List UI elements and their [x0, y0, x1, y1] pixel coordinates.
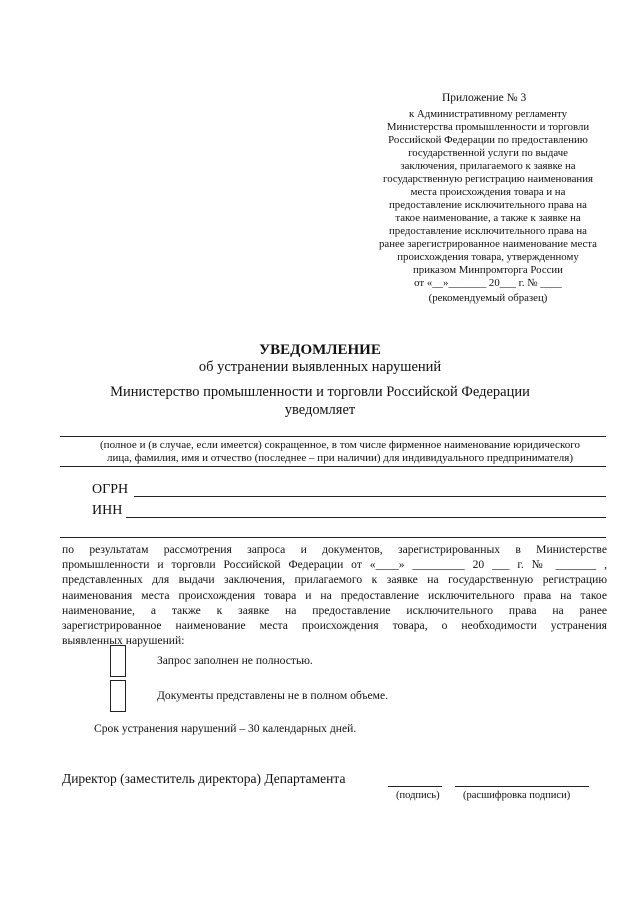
appendix-line: государственную регистрацию наименования	[383, 173, 593, 185]
signature-field[interactable]	[388, 786, 442, 787]
section-divider	[60, 537, 606, 538]
appendix-line: ранее зарегистрированное наименование места	[379, 238, 597, 250]
appendix-line: приказом Минпромторга России	[413, 264, 563, 276]
paragraph-line: наименования места происхождения товара и на предоставление исключительного права на такое	[62, 588, 607, 602]
caption-divider	[60, 466, 606, 467]
checkbox-request-incomplete[interactable]	[110, 645, 126, 677]
checkbox-label: Запрос заполнен не полностью.	[157, 654, 313, 667]
signature-decode-caption: (расшифровка подписи)	[463, 790, 571, 801]
appendix-line: предоставление исключительного права на	[389, 225, 587, 237]
appendix-line: происхождения товара, утвержденному	[397, 251, 579, 263]
signatory-title: Директор (заместитель директора) Департамента	[62, 771, 346, 786]
paragraph-line: наименование, а также к заявке на предоставление исключительного права на ранее	[62, 603, 607, 617]
ministry-name: Министерство промышленности и торговли Российской Федерации	[110, 384, 530, 400]
inn-label: ИНН	[92, 503, 123, 518]
sample-note: (рекомендуемый образец)	[428, 292, 548, 304]
appendix-line: предоставление исключительного права на	[389, 199, 587, 211]
ogrn-field[interactable]	[134, 496, 606, 497]
document-title: УВЕДОМЛЕНИЕ	[259, 342, 381, 358]
inn-field[interactable]	[126, 517, 606, 518]
appendix-line: Министерства промышленности и торговли	[386, 121, 590, 133]
applicant-name-line[interactable]	[60, 436, 606, 437]
notify-verb: уведомляет	[284, 402, 356, 418]
review-paragraph	[62, 542, 607, 648]
paragraph-line: представленных для выдачи заключения, прилагаемого к заявке на государственную регистрацию	[62, 573, 607, 587]
appendix-reference	[360, 108, 616, 290]
checkbox-documents-incomplete[interactable]	[110, 680, 126, 712]
signature-decode-field[interactable]	[455, 786, 589, 787]
ogrn-label: ОГРН	[92, 482, 129, 497]
caption-line: (полное и (в случае, если имеется) сокращенное, в том числе фирменное наименование юридического	[100, 439, 580, 451]
document-subtitle: об устранении выявленных нарушений	[198, 359, 442, 375]
checkbox-label: Документы представлены не в полном объеме.	[157, 689, 388, 702]
appendix-title: Приложение № 3	[442, 92, 527, 104]
appendix-line: к Административному регламенту	[408, 108, 568, 120]
deadline-note: Срок устранения нарушений – 30 календарных дней.	[94, 722, 357, 735]
appendix-line: государственной услуги по выдаче	[408, 147, 568, 159]
paragraph-line: выявленных нарушений:	[62, 634, 185, 648]
paragraph-line: промышленности и торговли Российской Федерации от «____» _________ 20 ___ г. № _______ ,	[62, 558, 607, 572]
applicant-name-caption	[60, 439, 620, 465]
appendix-line: заключения, прилагаемого к заявке на	[400, 160, 576, 172]
signature-caption: (подпись)	[396, 790, 440, 801]
caption-line: лица, фамилия, имя и отчество (последнее – при наличии) для индивидуального предпринимателя)	[106, 452, 573, 464]
appendix-line: Российской Федерации по предоставлению	[388, 134, 588, 146]
paragraph-line: зарегистрированное наименование места происхождения товара, о необходимости устранения	[62, 619, 607, 633]
appendix-line: места происхождения товара и на	[410, 186, 566, 198]
paragraph-line: по результатам рассмотрения запроса и документов, зарегистрированных в Министерстве	[62, 543, 607, 556]
appendix-date-line: от «__»_______ 20___ г. № ____	[414, 277, 562, 289]
appendix-line: такое наименование, а также к заявке на	[395, 212, 581, 224]
